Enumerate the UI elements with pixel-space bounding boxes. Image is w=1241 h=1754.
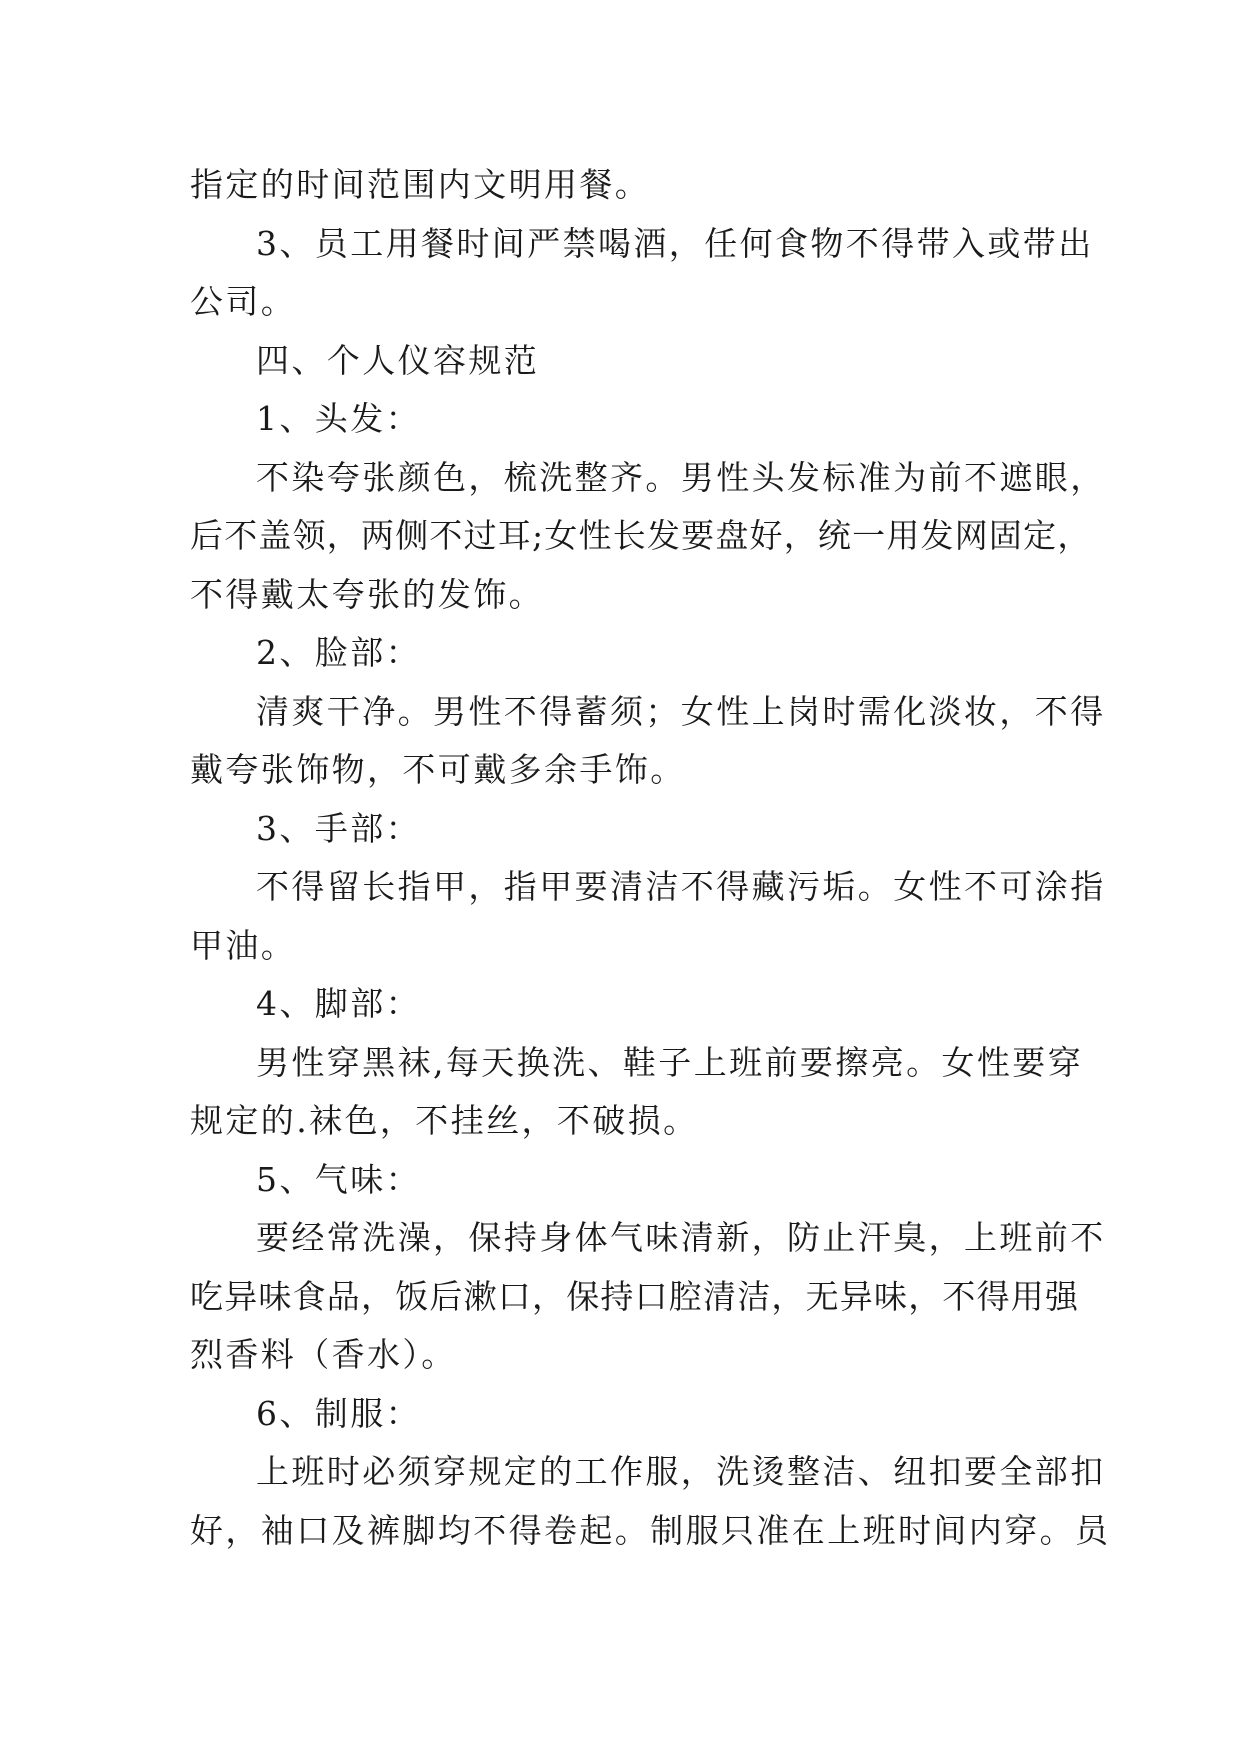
paragraph-line: 不染夸张颜色，梳洗整齐。男性头发标准为前不遮眼，: [256, 457, 1106, 497]
paragraph-line: 要经常洗澡，保持身体气味清新，防止汗臭，上班前不: [256, 1218, 1106, 1257]
subsection-heading: 3、手部：: [256, 808, 421, 848]
paragraph-line: 规定的.袜色，不挂丝，不破损。: [190, 1101, 699, 1140]
paragraph-line: 公司。: [190, 282, 297, 321]
subsection-heading: 6、制服：: [256, 1393, 421, 1433]
paragraph-line: 好，袖口及裤脚均不得卷起。制服只准在上班时间内穿。员: [190, 1510, 1111, 1550]
paragraph-line: 指定的时间范围内文明用餐。: [190, 165, 651, 204]
paragraph-line: 后不盖领，两侧不过耳;女性长发要盘好，统一用发网固定，: [190, 516, 1092, 555]
paragraph-line: 3、员工用餐时间严禁喝酒，任何食物不得带入或带出: [256, 223, 1094, 263]
paragraph-line: 吃异味食品，饭后漱口，保持口腔清洁，无异味，不得用强: [190, 1276, 1080, 1316]
subsection-heading: 2、脸部：: [256, 633, 421, 672]
paragraph-line: 不得戴太夸张的发饰。: [190, 574, 544, 614]
paragraph-line: 男性穿黑袜,每天换洗、鞋子上班前要擦亮。女性要穿: [256, 1042, 1084, 1082]
section-heading: 四、个人仪容规范: [256, 340, 540, 380]
subsection-heading: 4、脚部：: [256, 984, 421, 1023]
paragraph-line: 戴夸张饰物，不可戴多余手饰。: [190, 750, 686, 789]
subsection-heading: 5、气味：: [256, 1159, 421, 1199]
subsection-heading: 1、头发：: [256, 399, 421, 438]
paragraph-line: 不得留长指甲，指甲要清洁不得藏污垢。女性不可涂指: [256, 867, 1106, 906]
paragraph-line: 上班时必须穿规定的工作服，洗烫整洁、纽扣要全部扣: [256, 1452, 1106, 1491]
paragraph-line: 烈香料（香水）。: [190, 1335, 457, 1374]
document-body: [190, 156, 1111, 1560]
paragraph-line: 清爽干净。男性不得蓄须；女性上岗时需化淡妆，不得: [256, 691, 1106, 731]
paragraph-line: 甲油。: [190, 925, 297, 965]
